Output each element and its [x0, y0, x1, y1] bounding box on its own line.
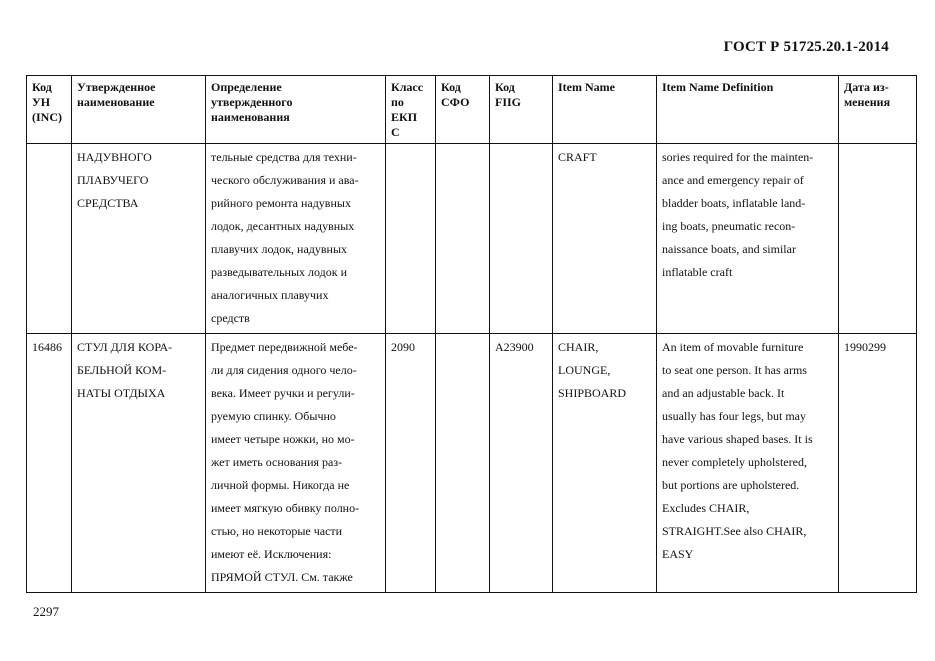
- cell-class: [386, 144, 436, 334]
- cell-definition: тельные средства для техни- ческого обслуживания и ава- рийного ремонта надувных лодок, десантных надувных плавучих лодок, надувных разведывательных лодок и аналогичных плавучих средств: [206, 144, 386, 334]
- cell-approved-name: СТУЛ ДЛЯ КОРА- БЕЛЬНОЙ КОМ- НАТЫ ОТДЫХА: [72, 334, 206, 593]
- table-header-row: [27, 76, 917, 144]
- col-header-item-name: Item Name: [553, 76, 657, 144]
- page-number: 2297: [33, 604, 59, 619]
- cell-item-definition: An item of movable furniture to seat one person. It has arms and an adjustable back. It usually has four legs, but may have various shaped bases. It is never completely upholstered, but portions are upholstered. Excludes CHAIR, STRAIGHT.See also CHAIR, EASY: [657, 334, 839, 593]
- cell-class: 2090: [386, 334, 436, 593]
- col-header-class: Класс по ЕКП С: [386, 76, 436, 144]
- cell-change-date: 1990299: [839, 334, 917, 593]
- cell-fiig: A23900: [490, 334, 553, 593]
- cell-item-name: CHAIR, LOUNGE, SHIPBOARD: [553, 334, 657, 593]
- cell-item-definition: sories required for the mainten- ance and emergency repair of bladder boats, inflatable land- ing boats, pneumatic recon- naissance boats, and similar inflatable craft: [657, 144, 839, 334]
- col-header-inc: Код УН (INC): [27, 76, 72, 144]
- cell-definition: Предмет передвижной мебе- ли для сидения одного чело- века. Имеет ручки и регули- руемую спинку. Обычно имеет четыре ножки, но мо- жет иметь основания раз- личной формы. Никогда не имеет мягкую обивку полно- стью, но некоторые части имеют её. Исключения: ПРЯМОЙ СТУЛ. См. также: [206, 334, 386, 593]
- cell-approved-name: НАДУВНОГО ПЛАВУЧЕГО СРЕДСТВА: [72, 144, 206, 334]
- col-header-fiig: Код FIIG: [490, 76, 553, 144]
- cell-inc: 16486: [27, 334, 72, 593]
- cell-sfo: [436, 144, 490, 334]
- document-title: ГОСТ Р 51725.20.1-2014: [723, 39, 889, 55]
- cell-fiig: [490, 144, 553, 334]
- cell-item-name: CRAFT: [553, 144, 657, 334]
- col-header-approved-name: Утвержденное наименование: [72, 76, 206, 144]
- cell-inc: [27, 144, 72, 334]
- cell-sfo: [436, 334, 490, 593]
- col-header-definition: Определение утвержденного наименования: [206, 76, 386, 144]
- col-header-item-definition: Item Name Definition: [657, 76, 839, 144]
- table-row: [27, 334, 917, 593]
- table-row: [27, 144, 917, 334]
- cell-change-date: [839, 144, 917, 334]
- col-header-sfo: Код СФО: [436, 76, 490, 144]
- catalog-table: [26, 75, 917, 593]
- col-header-change-date: Дата из- менения: [839, 76, 917, 144]
